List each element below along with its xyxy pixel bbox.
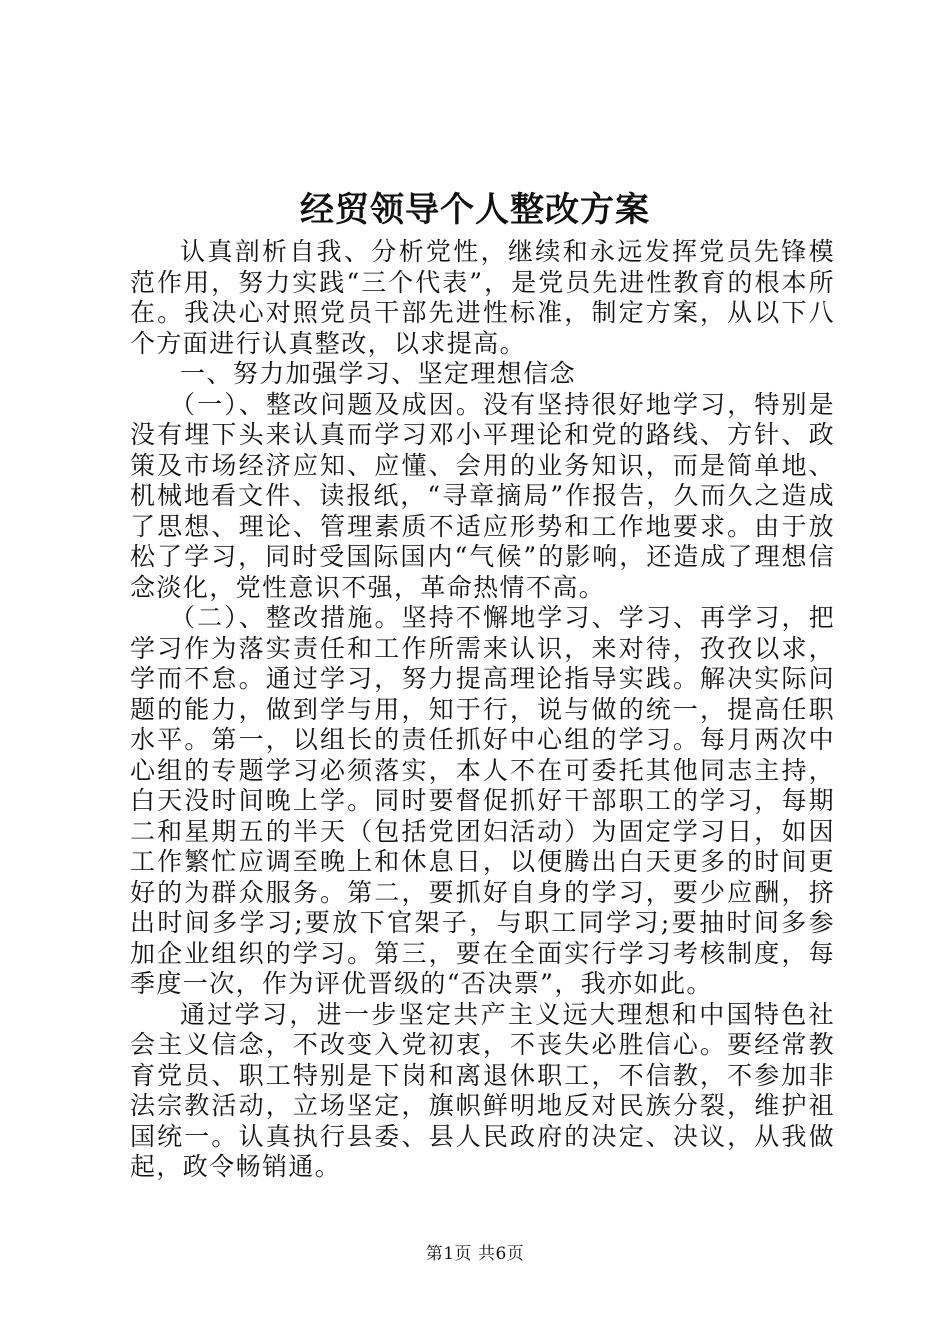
paragraph-intro: 认真剖析自我、分析党性，继续和永远发挥党员先锋模范作用，努力实践“三个代表”，是党员先进性教育的根本所在。我决心对照党员干部先进性标准，制定方案，从以下八个方面进行认真整改，以求提高。 (130, 237, 835, 358)
section-heading: 一、努力加强学习、坚定理想信念 (180, 359, 577, 388)
paragraph-conclusion: 通过学习，进一步坚定共产主义远大理想和中国特色社会主义信念，不改变入党初衷，不丧失必胜信心。要经常教育党员、职工特别是下岗和离退休职工，不信教，不参加非法宗教活动，立场坚定，旗帜鲜明地反对民族分裂，维护祖国统一。认真执行县委、县人民政府的决定、决议，从我做起，政令畅销通。 (130, 999, 835, 1181)
page-number: 第1页 共6页 (425, 1244, 525, 1264)
document-title: 经贸领导个人整改方案 (300, 190, 650, 230)
document-body (130, 237, 835, 1183)
paragraph-measures: （二）、整改措施。坚持不懈地学习、学习、再学习，把学习作为落实责任和工作所需来认识，来对待，孜孜以求，学而不怠。通过学习，努力提高理论指导实践。解决实际问题的能力，做到学与用，知于行，说与做的统一，提高任职水平。第一，以组长的责任抓好中心组的学习。每月两次中心组的专题学习必须落实，本人不在可委托其他同志主持，白天没时间晚上学。同时要督促抓好干部职工的学习，每期二和星期五的半天（包括党团妇活动）为固定学习日，如因工作繁忙应调至晚上和休息日，以便腾出白天更多的时间更好的为群众服务。第二，要抓好自身的学习，要少应酬，挤出时间多学习;要放下官架子，与职工同学习;要抽时间多参加企业组织的学习。第三，要在全面实行学习考核制度，每季度一次，作为评优晋级的“否决票”，我亦如此。 (130, 603, 835, 998)
paragraph-problems: （一）、整改问题及成因。没有坚持很好地学习，特别是没有埋下头来认真而学习邓小平理论和党的路线、方针、政策及市场经济应知、应懂、会用的业务知识，而是简单地、机械地看文件、读报纸，“寻章摘局”作报告，久而久之造成了思想、理论、管理素质不适应形势和工作地要求。由于放松了学习，同时受国际国内“气候”的影响，还造成了理想信念淡化，党性意识不强，革命热情不高。 (130, 389, 835, 602)
